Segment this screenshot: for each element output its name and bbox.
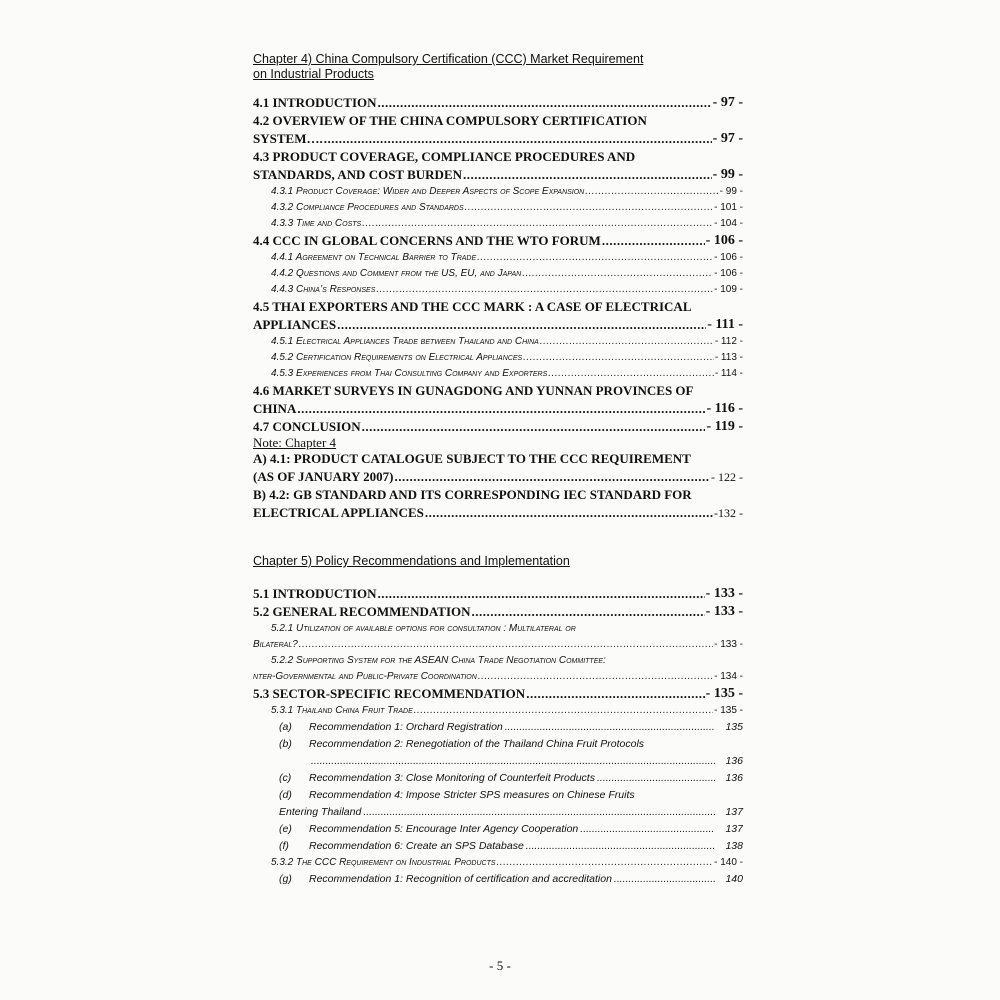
- toc-entry-4-4[interactable]: 4.4 CCC IN GLOBAL CONCERNS AND THE WTO FORUM ..... - 106 -: [253, 232, 743, 250]
- toc-rec-c[interactable]: (c) Recommendation 3: Close Monitoring of Counterfeit Products ..... 136: [253, 770, 743, 787]
- toc-entry-4-3[interactable]: 4.3 PRODUCT COVERAGE, COMPLIANCE PROCEDURES AND STANDARDS, AND COST BURDEN ..... - 99 -: [253, 148, 743, 184]
- toc-entry-4-5-2[interactable]: 4.5.2 Certification Requirements on Electrical Appliances ..... - 113 -: [253, 350, 743, 366]
- toc-entry-4-1[interactable]: 4.1 INTRODUCTION ..... - 97 -: [253, 94, 743, 112]
- toc-entry-5-3[interactable]: 5.3 SECTOR-SPECIFIC RECOMMENDATION ..... - 135 -: [253, 685, 743, 703]
- note-chapter4-label: Note: Chapter 4: [253, 435, 337, 450]
- toc-entry-4-4-1[interactable]: 4.4.1 Agreement on Technical Barrier to Trade ..... - 106 -: [253, 250, 743, 266]
- toc-rec-g[interactable]: (g) Recommendation 1: Recognition of certification and accreditation ..... 140: [253, 871, 743, 888]
- toc-entry-4-3-2[interactable]: 4.3.2 Compliance Procedures and Standards ..... - 101 -: [253, 200, 743, 216]
- toc-rec-a[interactable]: (a) Recommendation 1: Orchard Registration ..... 135: [253, 719, 743, 736]
- toc-entry-4-5-3[interactable]: 4.5.3 Experiences from Thai Consulting Company and Exporters ..... - 114 -: [253, 366, 743, 382]
- toc-note-b[interactable]: B) 4.2: GB STANDARD AND ITS CORRESPONDING IEC STANDARD FOR ELECTRICAL APPLIANCES ..... -132 -: [253, 486, 743, 522]
- toc-page: [253, 52, 743, 888]
- chapter5-heading: Chapter 5) Policy Recommendations and Implementation: [253, 554, 570, 568]
- page-number: - 5 -: [489, 958, 511, 973]
- toc-entry-4-4-2[interactable]: 4.4.2 Questions and Comment from the US, EU, and Japan ..... - 106 -: [253, 266, 743, 282]
- toc-entry-5-2[interactable]: 5.2 GENERAL RECOMMENDATION ..... - 133 -: [253, 603, 743, 621]
- toc-entry-4-5[interactable]: 4.5 THAI EXPORTERS AND THE CCC MARK : A CASE OF ELECTRICAL APPLIANCES ..... - 111 -: [253, 298, 743, 334]
- toc-entry-4-2[interactable]: 4.2 OVERVIEW OF THE CHINA COMPULSORY CERTIFICATION SYSTEM…. ..... - 97 -: [253, 112, 743, 148]
- toc-entry-5-1[interactable]: 5.1 INTRODUCTION ..... - 133 -: [253, 585, 743, 603]
- toc-rec-e[interactable]: (e) Recommendation 5: Encourage Inter Agency Cooperation ..... 137: [253, 821, 743, 838]
- toc-entry-5-3-2[interactable]: 5.3.2 The CCC Requirement on Industrial Products ..... - 140 -: [253, 855, 743, 871]
- toc-entry-5-3-1[interactable]: 5.3.1 Thailand China Fruit Trade ..... - 135 -: [253, 703, 743, 719]
- toc-entry-5-2-2[interactable]: 5.2.2 Supporting System for the ASEAN China Trade Negotiation Committee: nter-Governmental and Public-Private Coordination ..... - 134 -: [253, 653, 743, 685]
- toc-entry-4-7[interactable]: 4.7 CONCLUSION ..... - 119 -: [253, 418, 743, 436]
- toc-entry-4-6[interactable]: 4.6 MARKET SURVEYS IN GUNAGDONG AND YUNNAN PROVINCES OF CHINA ..... - 116 -: [253, 382, 743, 418]
- toc-rec-d[interactable]: (d) Recommendation 4: Impose Stricter SPS measures on Chinese Fruits Entering Thailand ..... 137: [253, 787, 743, 821]
- toc-entry-5-2-1[interactable]: 5.2.1 Utilization of available options for consultation : Multilateral or Bilateral? ..... - 133 -: [253, 621, 743, 653]
- toc-note-a[interactable]: A) 4.1: PRODUCT CATALOGUE SUBJECT TO THE CCC REQUIREMENT (AS OF JANUARY 2007) ..... - 122 -: [253, 450, 743, 486]
- toc-entry-4-3-3[interactable]: 4.3.3 Time and Costs ..... - 104 -: [253, 216, 743, 232]
- chapter4-heading: Chapter 4) China Compulsory Certification (CCC) Market Requirement on Industrial Products: [253, 52, 644, 81]
- toc-entry-4-4-3[interactable]: 4.4.3 China’s Responses ..... - 109 -: [253, 282, 743, 298]
- toc-rec-f[interactable]: (f) Recommendation 6: Create an SPS Database ..... 138: [253, 838, 743, 855]
- toc-rec-b[interactable]: (b) Recommendation 2: Renegotiation of the Thailand China Fruit Protocols ..... 136: [253, 736, 743, 770]
- toc-entry-4-3-1[interactable]: 4.3.1 Product Coverage: Wider and Deeper Aspects of Scope Expansion ..... - 99 -: [253, 184, 743, 200]
- toc-entry-4-5-1[interactable]: 4.5.1 Electrical Appliances Trade between Thailand and China ..... - 112 -: [253, 334, 743, 350]
